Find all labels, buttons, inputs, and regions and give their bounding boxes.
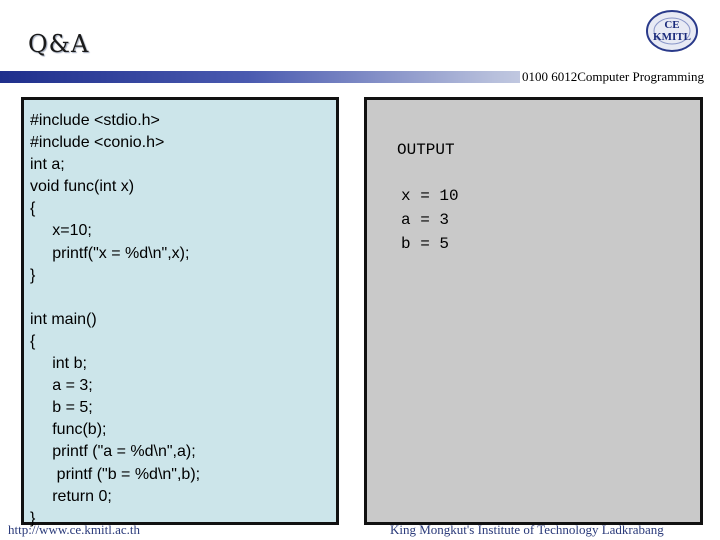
code-listing: #include <stdio.h> #include <conio.h> int a; void func(int x) { x=10; printf("x = %d\n",x); } int main() { int b; a = 3; b = 5; func(b); printf ("a = %d\n",a); printf ("b = %d\n",b); return 0; } bbox=[30, 112, 201, 527]
output-label: OUTPUT bbox=[397, 141, 455, 159]
footer-url[interactable]: http://www.ce.kmitl.ac.th bbox=[8, 522, 141, 537]
footer-institute: King Mongkut's Institute of Technology Ladkrabang bbox=[390, 522, 664, 537]
course-title: 0100 6012Computer Programming bbox=[522, 69, 704, 84]
logo-text: CE KMITL bbox=[653, 19, 691, 43]
slide-title: Q&A bbox=[28, 30, 90, 58]
ce-kmitl-logo bbox=[642, 6, 702, 56]
output-panel bbox=[364, 97, 703, 525]
code-panel bbox=[21, 97, 339, 525]
output-lines: x = 10 a = 3 b = 5 bbox=[401, 187, 459, 253]
